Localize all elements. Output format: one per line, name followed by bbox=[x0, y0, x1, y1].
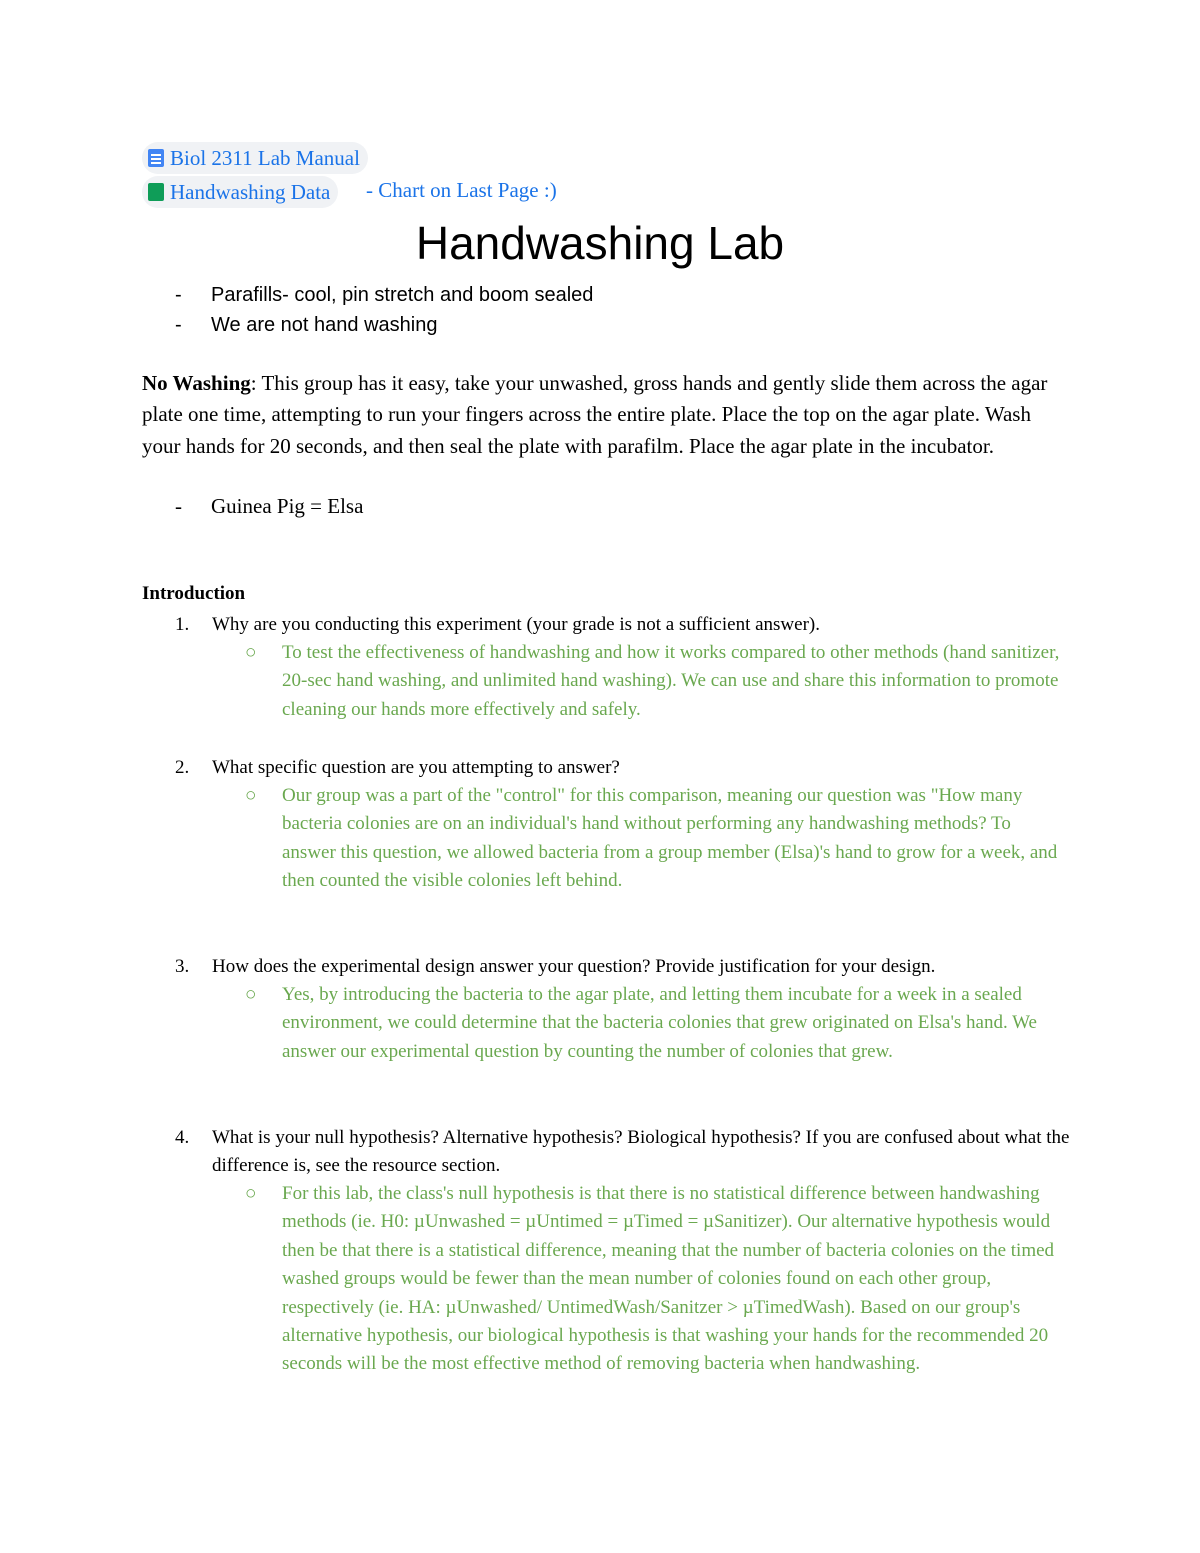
question-item bbox=[175, 754, 1075, 782]
guinea-pig-text: Guinea Pig = Elsa bbox=[211, 494, 364, 518]
dash-bullet: - bbox=[175, 314, 182, 336]
question-text: Why are you conducting this experiment (your grade is not a sufficient answer). bbox=[212, 614, 820, 635]
answer-item bbox=[245, 782, 1067, 896]
introduction-heading: Introduction bbox=[142, 583, 246, 604]
answer-text: Yes, by introducing the bacteria to the agar plate, and letting them incubate for a week in a sealed environment, we could determine that the bacteria colonies that grew originated on Elsa's hand. We answer our experimental question by counting the number of colonies that grew. bbox=[282, 984, 1037, 1062]
sheet-link-label[interactable]: Handwashing Data bbox=[170, 179, 331, 204]
note-item bbox=[175, 314, 437, 337]
answer-item bbox=[245, 981, 1067, 1066]
question-number: 3. bbox=[175, 956, 190, 977]
circle-bullet-icon: ○ bbox=[245, 1183, 257, 1204]
note-text: We are not hand washing bbox=[211, 314, 438, 336]
page-title: Handwashing Lab bbox=[415, 217, 785, 269]
question-number: 1. bbox=[175, 614, 190, 635]
doc-link-chip[interactable] bbox=[142, 142, 368, 174]
question-item bbox=[175, 1124, 1075, 1180]
note-item bbox=[175, 284, 593, 307]
sheet-link-suffix[interactable]: - Chart on Last Page :) bbox=[366, 178, 557, 202]
no-washing-text: : This group has it easy, take your unwashed, gross hands and gently slide them across the agar plate one time, attempting to run your fingers across the entire plate. Place the top on the agar plate. Wash your hands for 20 seconds, and then seal the plate with parafilm. Place the agar plate in the incubator. bbox=[142, 371, 1048, 458]
doc-link-label[interactable]: Biol 2311 Lab Manual bbox=[170, 145, 360, 170]
guinea-pig-item bbox=[175, 494, 363, 519]
answer-text: For this lab, the class's null hypothesis is that there is no statistical difference between handwashing methods (ie. H0: µUnwashed = µUntimed = µTimed = µSanitizer). Our alternative hypothesis would then be that there is a statistical difference, meaning that the number of bacteria colonies on the timed washed groups would be fewer than the mean number of colonies found on each other group, respectively (ie. HA: µUnwashed/ UntimedWash/Sanitzer > µTimedWash). Based on our group's alternative hypothesis, our biological hypothesis is that washing your hands for the recommended 20 seconds will be the most effective method of removing bacteria when handwashing. bbox=[282, 1183, 1055, 1375]
dash-bullet: - bbox=[175, 494, 182, 518]
question-item bbox=[175, 953, 1075, 981]
question-text: How does the experimental design answer your question? Provide justification for your design. bbox=[212, 956, 936, 977]
answer-item bbox=[245, 1180, 1067, 1379]
question-text: What is your null hypothesis? Alternative hypothesis? Biological hypothesis? If you are confused about what the difference is, see the resource section. bbox=[212, 1127, 1070, 1177]
question-number: 4. bbox=[175, 1127, 190, 1148]
answer-item bbox=[245, 639, 1067, 724]
question-text: What specific question are you attempting to answer? bbox=[212, 757, 620, 778]
circle-bullet-icon: ○ bbox=[245, 642, 257, 663]
google-docs-icon bbox=[148, 149, 164, 167]
answer-text: To test the effectiveness of handwashing and how it works compared to other methods (hand sanitizer, 20-sec hand washing, and unlimited hand washing). We can use and share this information to promote cleaning our hands more effectively and safely. bbox=[282, 642, 1060, 720]
question-number: 2. bbox=[175, 757, 190, 778]
sheet-link-chip[interactable] bbox=[142, 176, 338, 208]
note-text: Parafills- cool, pin stretch and boom sealed bbox=[211, 284, 594, 306]
circle-bullet-icon: ○ bbox=[245, 984, 257, 1005]
no-washing-label: No Washing bbox=[142, 371, 251, 395]
circle-bullet-icon: ○ bbox=[245, 785, 257, 806]
answer-text: Our group was a part of the "control" for this comparison, meaning our question was "How many bacteria colonies are on an individual's hand without performing any handwashing methods? To answer this question, we allowed bacteria from a group member (Elsa)'s hand to grow for a week, and then counted the visible colonies left behind. bbox=[282, 785, 1058, 892]
dash-bullet: - bbox=[175, 284, 182, 306]
question-item bbox=[175, 611, 1075, 639]
no-washing-paragraph bbox=[142, 368, 1062, 462]
google-sheets-icon bbox=[148, 183, 164, 201]
